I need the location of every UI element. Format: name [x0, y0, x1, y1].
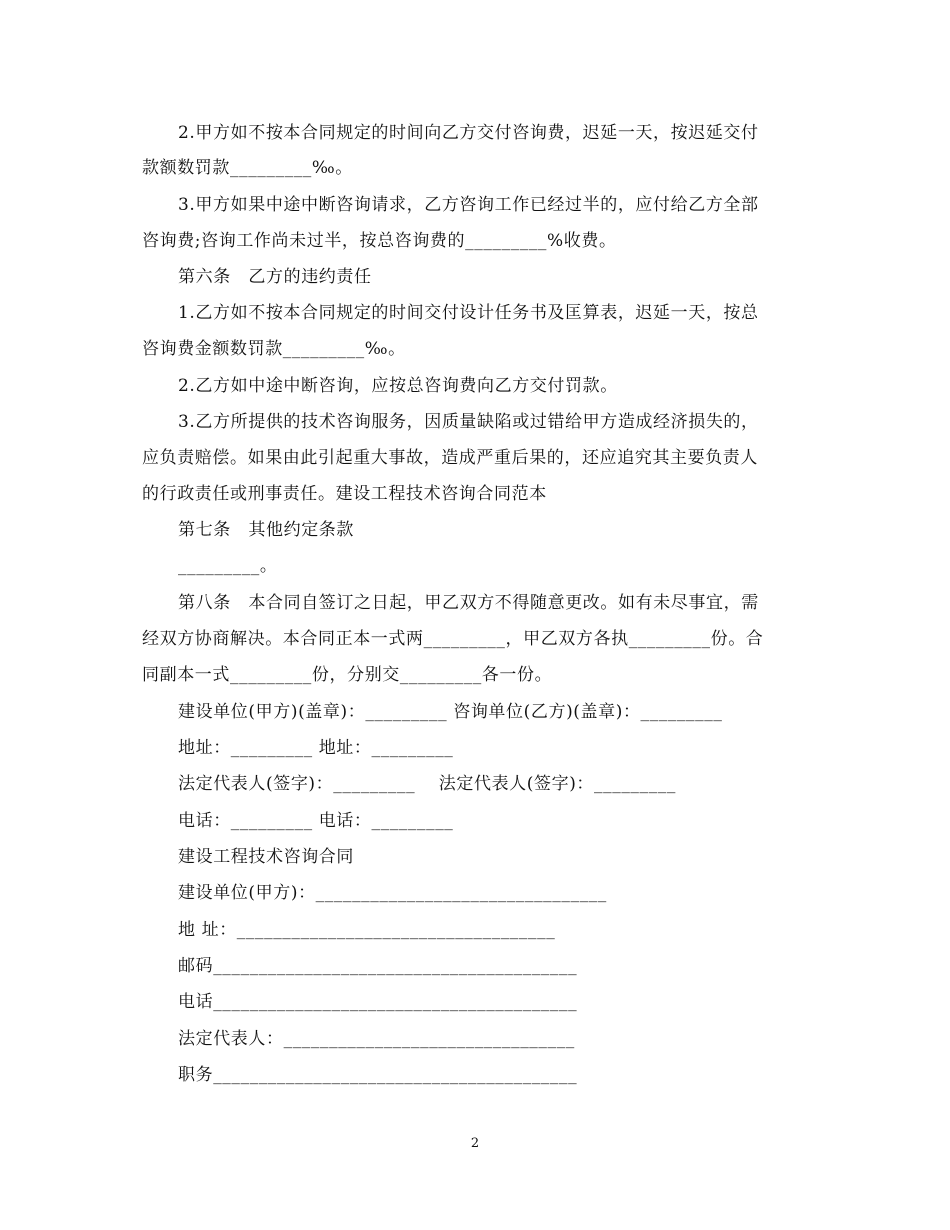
text-line: 款额数罚款_________‰。 [142, 158, 353, 178]
text-line: 的行政责任或刑事责任。建设工程技术咨询合同范本 [142, 484, 547, 504]
text-line: 2.甲方如不按本合同规定的时间向乙方交付咨询费，迟延一天，按迟延交付 [178, 123, 759, 143]
text-line: 2.乙方如中途中断咨询，应按总咨询费向乙方交付罚款。 [178, 376, 618, 396]
text-line: _________。 [178, 556, 278, 576]
form-field-line: 邮码________________________________________ [178, 956, 578, 976]
section-heading: 第七条 其他约定条款 [178, 520, 354, 540]
text-line: 同副本一式_________份，分别交_________各一份。 [142, 665, 553, 685]
page-number: 2 [470, 1136, 480, 1151]
text-line: 咨询费;咨询工作尚未过半，按总咨询费的_________%收费。 [142, 231, 617, 251]
text-line: 经双方协商解决。本合同正本一式两_________，甲乙双方各执_________份。合 [142, 629, 764, 649]
section-heading: 第六条 乙方的违约责任 [178, 267, 372, 287]
text-line: 3.甲方如果中途中断咨询请求，乙方咨询工作已经过半的，应付给乙方全部 [178, 195, 759, 215]
form-field-line: 电话________________________________________ [178, 992, 578, 1012]
signature-line: 建设单位(甲方)(盖章)：_________ 咨询单位(乙方)(盖章)：_________ [178, 702, 723, 722]
signature-line: 电话：_________ 电话：_________ [178, 811, 454, 831]
form-field-line: 建设单位(甲方)：________________________________ [178, 883, 607, 903]
signature-line: 地址：_________ 地址：_________ [178, 738, 454, 758]
text-line: 第八条 本合同自签订之日起，甲乙双方不得随意更改。如有未尽事宜，需 [178, 593, 759, 613]
form-field-line: 职务________________________________________ [178, 1065, 578, 1085]
text-line: 3.乙方所提供的技术咨询服务，因质量缺陷或过错给甲方造成经济损失的， [178, 412, 759, 432]
form-field-line: 法定代表人：________________________________ [178, 1029, 575, 1049]
section-heading: 建设工程技术咨询合同 [178, 847, 354, 867]
text-line: 咨询费金额数罚款_________‰。 [142, 339, 406, 359]
text-line: 应负责赔偿。如果由此引起重大事故，造成严重后果的，还应追究其主要负责人 [142, 448, 758, 468]
text-line: 1.乙方如不按本合同规定的时间交付设计任务书及匡算表，迟延一天，按总 [178, 303, 759, 323]
form-field-line: 地 址：___________________________________ [178, 920, 556, 940]
signature-line: 法定代表人(签字)：_________ 法定代表人(签字)：_________ [178, 774, 676, 794]
